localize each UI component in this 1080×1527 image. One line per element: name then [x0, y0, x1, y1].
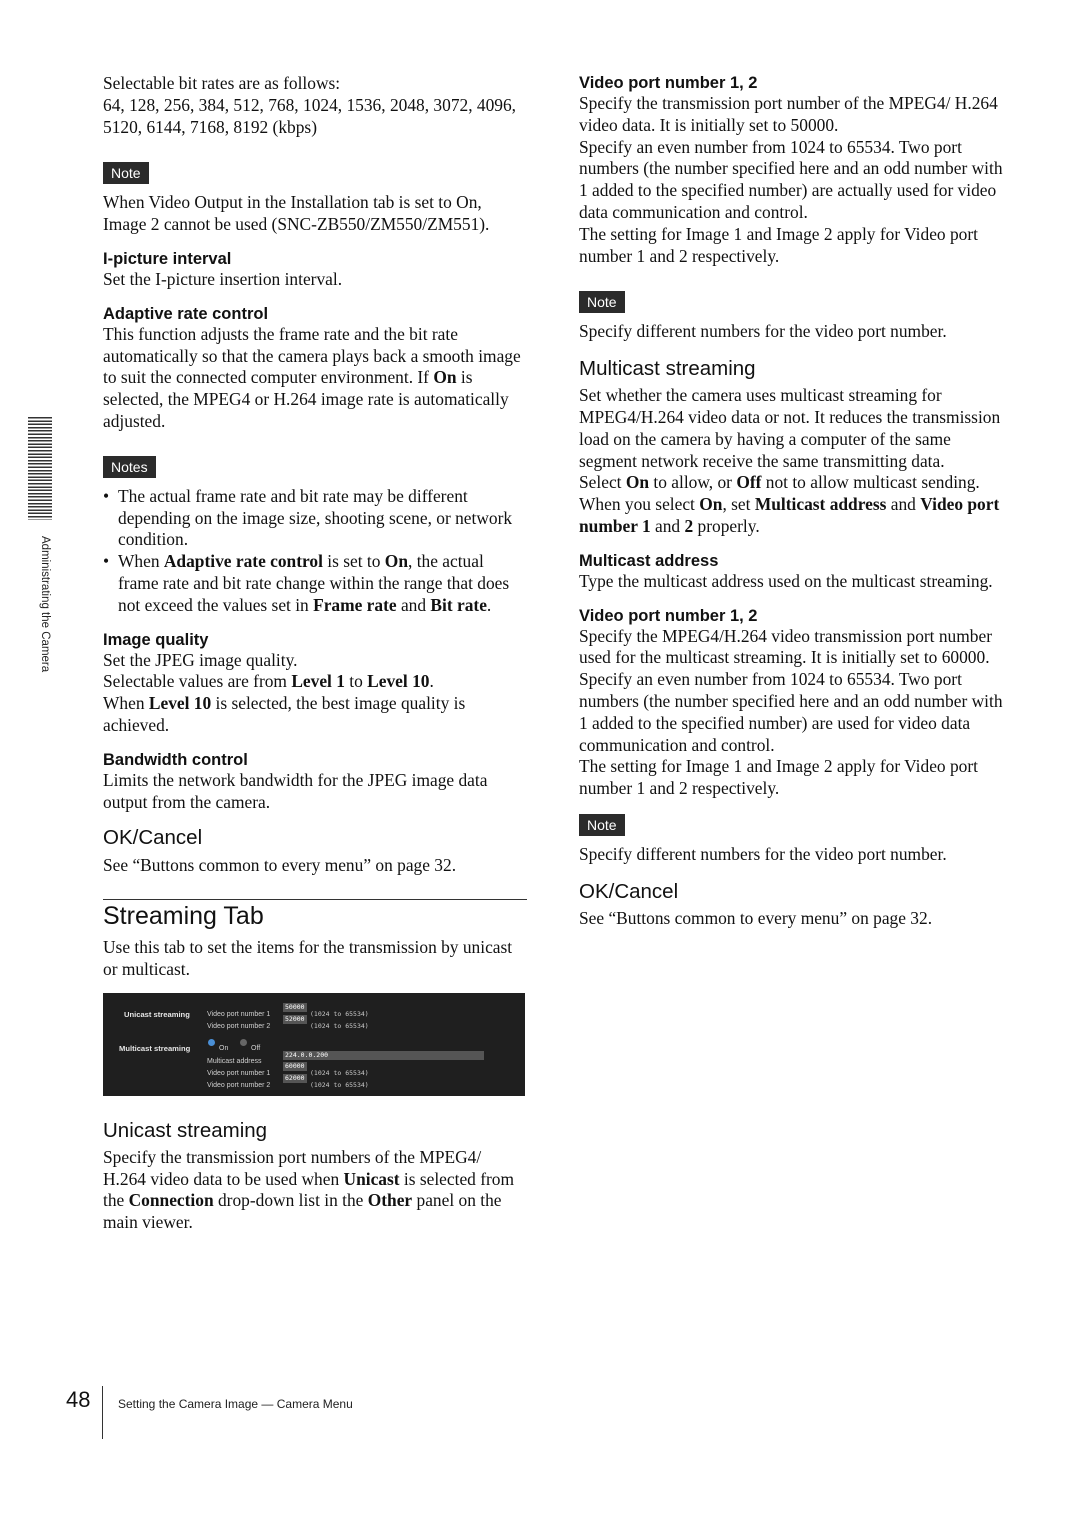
mvp2-label: Video port number 2: [207, 1081, 271, 1089]
note-text: Specify different numbers for the video port number.: [579, 321, 947, 342]
multicast-video-port-heading: Video port number 1, 2: [579, 606, 758, 625]
radio-on-label: On: [219, 1044, 229, 1052]
section-divider: [103, 899, 527, 900]
bitrates-list: 64, 128, 256, 384, 512, 768, 1024, 1536, 2048, 3072, 4096, 5120, 6144, 7168, 8192 (kbps): [103, 94, 517, 137]
note-badge: Note: [103, 162, 149, 184]
radio-off-icon[interactable]: [240, 1039, 247, 1046]
ok-cancel-heading: OK/Cancel: [103, 826, 203, 850]
mvp2-range: (1024 to 65534): [310, 1080, 369, 1089]
multicast-address-field[interactable]: 224.0.0.200: [283, 1051, 484, 1060]
mvp1-field[interactable]: 60000: [285, 1061, 305, 1070]
vp2-label: Video port number 2: [207, 1022, 271, 1030]
streaming-tab-intro: Use this tab to set the items for the transmission by unicast or multicast.: [103, 937, 513, 979]
unicast-streaming-text: Specify the transmission port numbers of the MPEG4/ H.264 video data to be used when Unicast is selected from the Connection drop-down list in the Other panel on the main viewer.: [103, 1146, 515, 1233]
i-picture-interval-text: Set the I-picture insertion interval.: [103, 268, 343, 289]
unicast-streaming-label: Unicast streaming: [124, 1009, 190, 1019]
mvp1-label: Video port number 1: [207, 1069, 271, 1077]
multicast-video-port-text-2: The setting for Image 1 and Image 2 apply for Video port number 1 and 2 respectively.: [579, 756, 978, 799]
multicast-streaming-heading: Multicast streaming: [579, 357, 756, 381]
mvp2-field[interactable]: 62000: [285, 1073, 305, 1082]
multicast-address-label: Multicast address: [207, 1057, 262, 1065]
bandwidth-control-text: Limits the network bandwidth for the JPEG image data output from the camera.: [103, 769, 488, 812]
video-port-text-1: Specify the transmission port number of the MPEG4/ H.264 video data. It is initially set to 50000.: [579, 93, 998, 135]
section-label: Administrating the Camera: [39, 536, 51, 673]
multicast-streaming-text-2: Select On to allow, or Off not to allow multicast sending.: [579, 472, 980, 493]
note-text: Specify different numbers for the video port number.: [579, 843, 947, 864]
left-column: [103, 73, 527, 1234]
multicast-streaming-label: Multicast streaming: [119, 1043, 191, 1053]
vp1-field[interactable]: 50000: [285, 1002, 305, 1011]
video-port-text-3: The setting for Image 1 and Image 2 apply for Video port number 1 and 2 respectively.: [579, 223, 978, 266]
multicast-streaming-text-3: When you select On, set Multicast address and Video port number 1 and 2 properly.: [579, 494, 1000, 536]
vp1-label: Video port number 1: [207, 1010, 271, 1018]
vp2-field[interactable]: 52000: [285, 1014, 305, 1023]
note-badge: Note: [579, 814, 625, 836]
mvp1-range: (1024 to 65534): [310, 1068, 369, 1077]
streaming-tab-screenshot: [103, 993, 525, 1096]
multicast-address-text: Type the multicast address used on the multicast streaming.: [579, 570, 993, 591]
multicast-address-heading: Multicast address: [579, 551, 719, 570]
running-footer: Setting the Camera Image — Camera Menu: [118, 1397, 353, 1411]
image-quality-line2: Selectable values are from Level 1 to Level 10.: [103, 671, 434, 692]
image-quality-line3: When Level 10 is selected, the best image quality is achieved.: [103, 693, 466, 735]
ok-cancel-text: See “Buttons common to every menu” on page 32.: [103, 855, 457, 876]
section-tab-marker: [28, 417, 52, 520]
ok-cancel-heading: OK/Cancel: [579, 879, 679, 903]
unicast-streaming-heading: Unicast streaming: [103, 1118, 268, 1142]
bandwidth-control-heading: Bandwidth control: [103, 750, 248, 769]
note-text: When Video Output in the Installation tab is set to On, Image 2 cannot be used (SNC-ZB550/ZM550/ZM551).: [103, 192, 490, 235]
radio-on-icon[interactable]: [208, 1039, 215, 1046]
note-badge: Note: [579, 291, 625, 313]
notes-badge: Notes: [103, 456, 156, 478]
ok-cancel-text: See “Buttons common to every menu” on page 32.: [579, 907, 933, 928]
list-item: • When Adaptive rate control is set to On, the actual frame rate and bit rate change within the range that does not exceed the values set in Frame rate and Bit rate.: [103, 551, 527, 616]
multicast-streaming-text-1: Set whether the camera uses multicast streaming for MPEG4/H.264 video data or not. It reduces the transmission load on the camera by having a computer of the same segment network receive the same transmitting data.: [579, 385, 1001, 471]
list-item: • The actual frame rate and bit rate may be different depending on the image size, shooting scene, or network condition.: [103, 486, 527, 551]
adaptive-rate-control-text: This function adjusts the frame rate and the bit rate automatically so that the camera plays back a smooth image to suit the connected computer environment. If On is selected, the MPEG4 or H.264 image rate is automatically adjusted.: [103, 323, 521, 431]
vp1-range: (1024 to 65534): [310, 1009, 369, 1018]
streaming-tab-heading: Streaming Tab: [103, 902, 264, 931]
bitrates-intro: Selectable bit rates are as follows:: [103, 73, 341, 93]
image-quality-line1: Set the JPEG image quality.: [103, 649, 298, 670]
notes-list: [103, 486, 527, 617]
footer-divider: [102, 1386, 103, 1439]
right-column: [579, 73, 1004, 930]
radio-off-label: Off: [251, 1044, 261, 1052]
image-quality-heading: Image quality: [103, 630, 209, 649]
i-picture-interval-heading: I-picture interval: [103, 249, 232, 268]
vp2-range: (1024 to 65534): [310, 1021, 369, 1030]
page-number: 48: [66, 1387, 91, 1412]
video-port-text-2: Specify an even number from 1024 to 65534. Two port numbers (the number specified here and an odd number with 1 added to the specified number) are actually used for video data communication and control.: [579, 136, 1003, 222]
video-port-heading: Video port number 1, 2: [579, 74, 758, 92]
adaptive-rate-control-heading: Adaptive rate control: [103, 304, 269, 323]
multicast-video-port-text-1: Specify the MPEG4/H.264 video transmission port number used for the multicast streaming. It is initially set to 60000. Specify an even number from 1024 to 65534. Two port numbers (the number specified here and an odd number with 1 added to the specified number) are used for video data communication and control.: [579, 625, 1003, 755]
